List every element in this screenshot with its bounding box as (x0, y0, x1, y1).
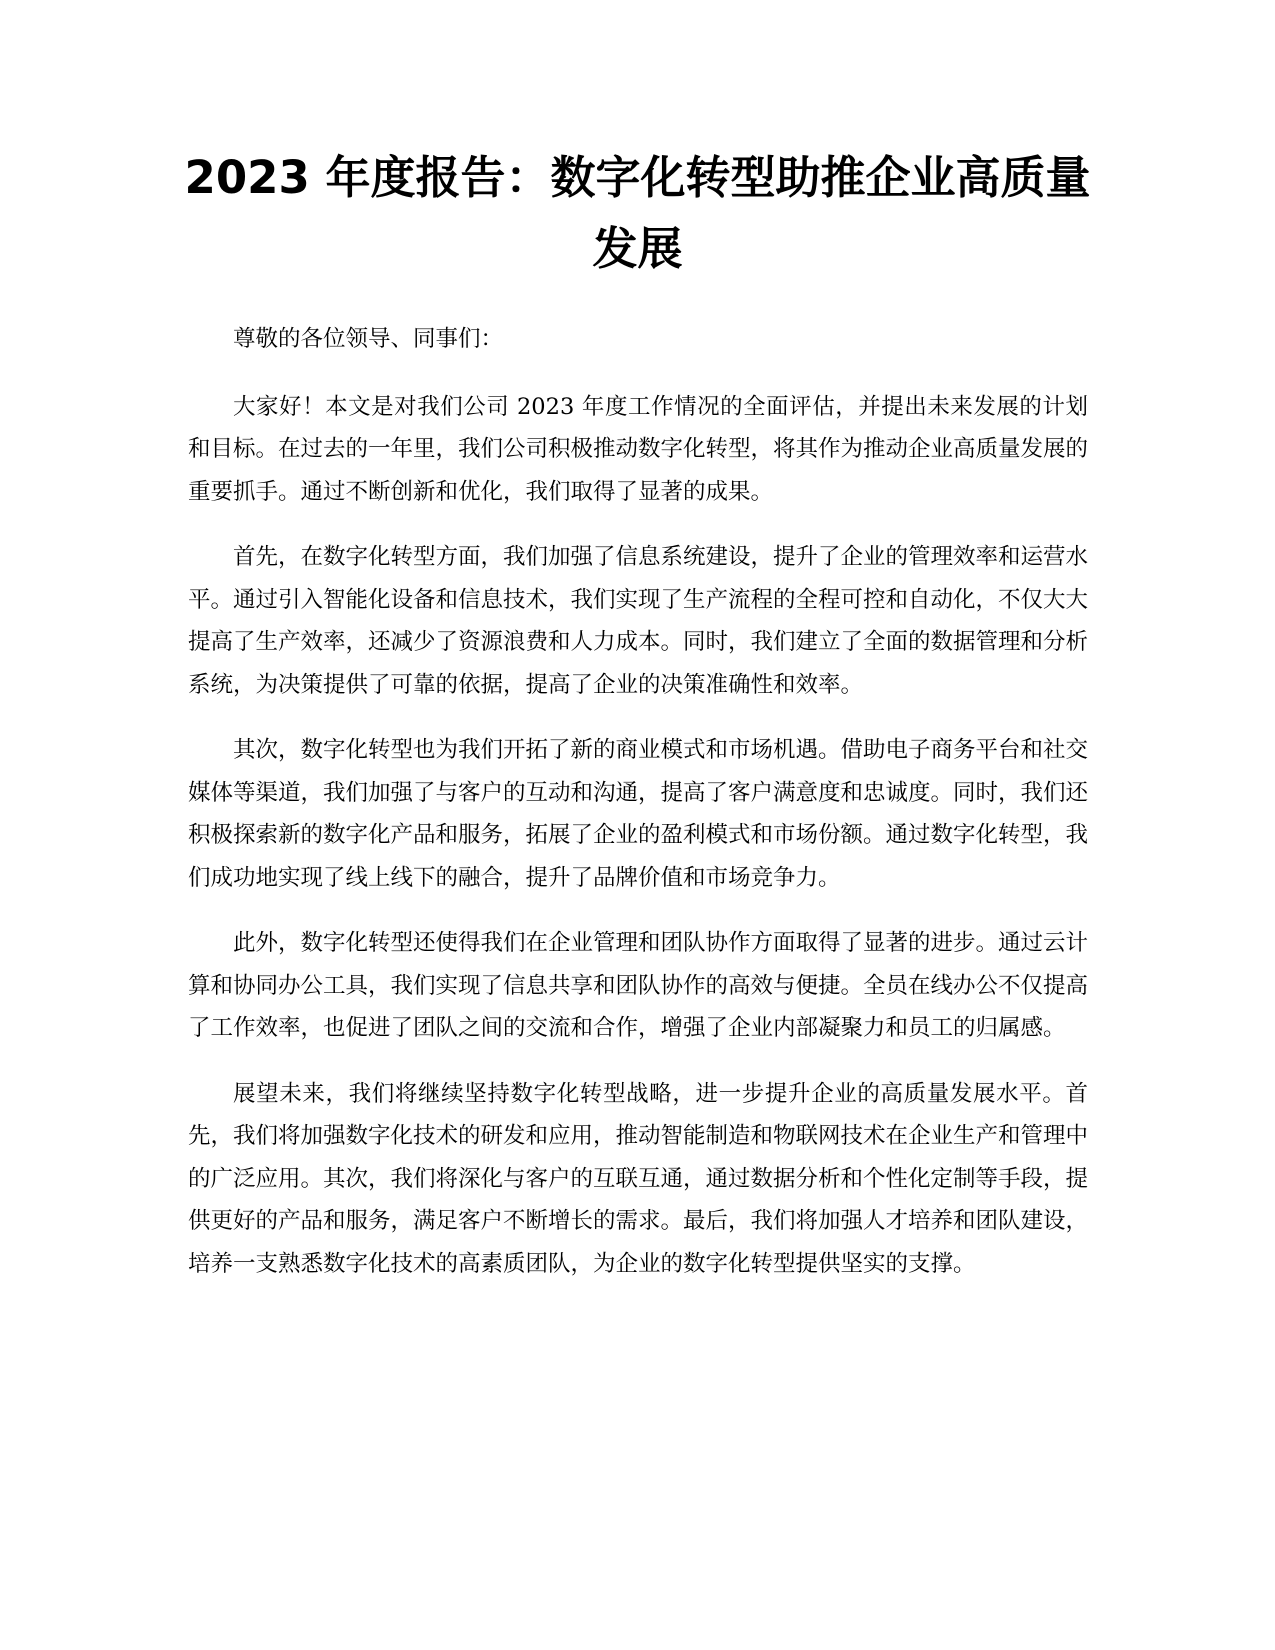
salutation: 尊敬的各位领导、同事们： (233, 326, 504, 352)
paragraph-second: 其次，数字化转型也为我们开拓了新的商业模式和市场机遇。借助电子商务平台和社交媒体等渠道，我们加强了与客户的互动和沟通，提高了客户满意度和忠诚度。同时，我们还积极探索新的数字化产品和服务，拓展了企业的盈利模式和市场份额。通过数字化转型，我们成功地实现了线上线下的融合，提升了品牌价值和市场竞争力。 (188, 737, 1089, 891)
paragraph-first: 首先，在数字化转型方面，我们加强了信息系统建设，提升了企业的管理效率和运营水平。通过引入智能化设备和信息技术，我们实现了生产流程的全程可控和自动化，不仅大大提高了生产效率，还减少了资源浪费和人力成本。同时，我们建立了全面的数据管理和分析系统，为决策提供了可靠的依据，提高了企业的决策准确性和效率。 (188, 544, 1089, 698)
paragraph-outlook: 展望未来，我们将继续坚持数字化转型战略，进一步提升企业的高质量发展水平。首先，我们将加强数字化技术的研发和应用，推动智能制造和物联网技术在企业生产和管理中的广泛应用。其次，我们将深化与客户的互联互通，通过数据分析和个性化定制等手段，提供更好的产品和服务，满足客户不断增长的需求。最后，我们将加强人才培养和团队建设，培养一支熟悉数字化技术的高素质团队，为企业的数字化转型提供坚实的支撑。 (188, 1080, 1089, 1277)
paragraph-additional: 此外，数字化转型还使得我们在企业管理和团队协作方面取得了显著的进步。通过云计算和协同办公工具，我们实现了信息共享和团队协作的高效与便捷。全员在线办公不仅提高了工作效率，也促进了团队之间的交流和合作，增强了企业内部凝聚力和员工的归属感。 (188, 930, 1089, 1041)
paragraph-intro: 大家好！本文是对我们公司 2023 年度工作情况的全面评估，并提出未来发展的计划和目标。在过去的一年里，我们公司积极推动数字化转型，将其作为推动企业高质量发展的重要抓手。通过不断创新和优化，我们取得了显著的成果。 (188, 393, 1089, 505)
document-body (188, 318, 1088, 1308)
document-title: 2023 年度报告：数字化转型助推企业高质量发展 (184, 151, 1091, 275)
